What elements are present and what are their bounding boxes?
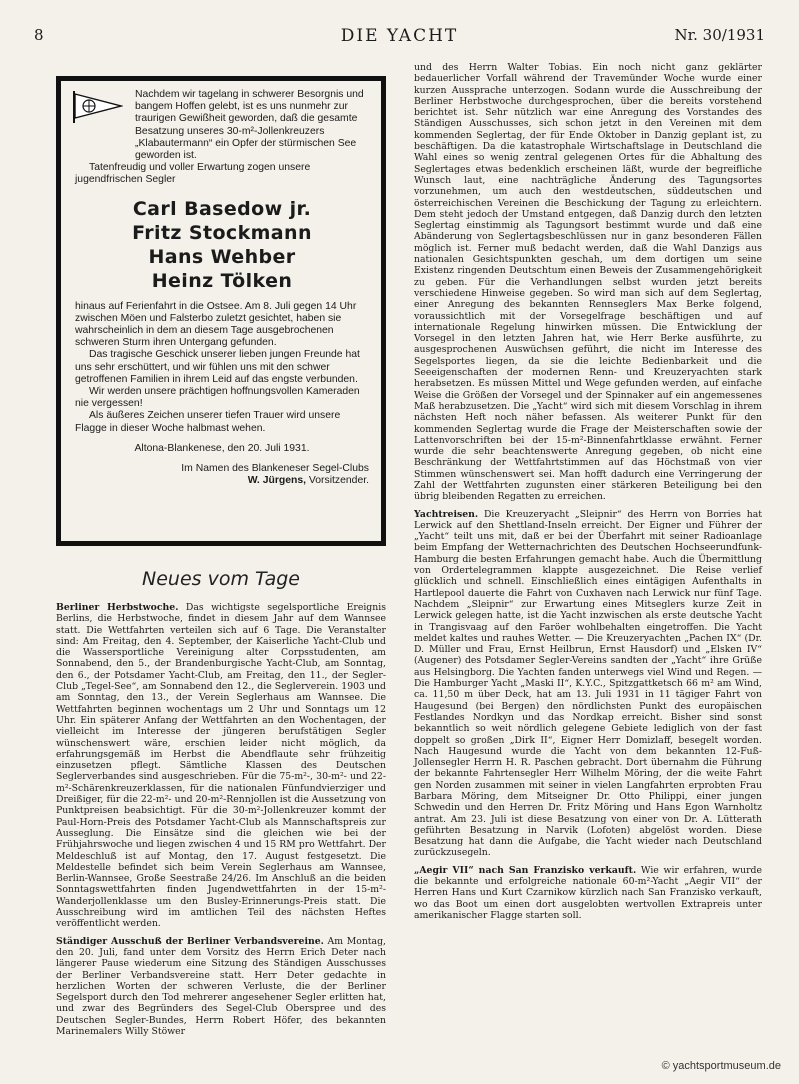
article-lead: „Aegir VII“ nach San Franzisko verkauft. [414, 864, 637, 876]
obituary-notice [56, 76, 386, 546]
article-ausschuss-continued: und des Herrn Walter Tobias. Ein noch nicht ganz geklärter bedauerlicher Vorfall während der Travemünder Woche wurde einer kurzen Aussprache unterzogen. Sodann wurde die Ausschreibung der Berliner Herbstwoche durchgesprochen, über die bereits vorstehend berichtet ist. Sehr nützlich war eine Anregung des Vorstandes des Ständigen Ausschusses, sich schon jetzt in den Vereinen mit dem kommenden Seglertag, der für Ende Oktober in Danzig geplant ist, zu beschäftigen. Da die katastrophale Wirtschaftslage in Deutschland die Wahl eines so wenig zentral gelegenen Ortes für die Abhaltung des Seglertages etwas bedenklich erscheinen läßt, wurde der begreifliche Wunsch laut, eine nachträgliche Änderung des Tagungsortes vorzunehmen, um auch den westdeutschen, süddeutschen und österreichischen Vereinen die Beschickung der Tagung zu erleichtern. Dem steht jedoch der Umstand entgegen, daß Danzig durch den letzten Seglertag einstimmig als Tagungsort bestimmt wurde und daß eine Abänderung von Seglertagsbeschlüssen nur in ganz besonderen Fällen möglich ist. Ferner muß bedacht werden, daß die Wahl Danzigs aus nationalen Gesichtspunkten geschah, um dem dortigen um seine Existenz ringenden Deutschtum einen Beweis der Zusammengehörigkeit zu geben. Für die Verhandlungen selbst wurden jetzt bereits verschiedene Hinweise gegeben. So wird man sich auf dem Seglertag, einer Anregung des bekannten Rennseglers Max Berke folgend, voraussichtlich mit der Vorsegelfrage beschäftigen und auf internationale Regelung hinwirken müssen. Die Entwicklung der Vorsegel in den letzten Jahren hat, wie Herr Berke ausführte, zu ausgesprochenen Auswüchsen geführt, die nicht im Interesse des Segelsportes liegen, da sie die leichte Bedienbarkeit und die Seeeigenschaften der modernen Renn- und Kreuzeryachten stark herabsetzen. Es müssen Mittel und Wege gefunden werden, auf einfache Weise die Größen der Vorsegel und der Spinnaker auf ein angemessenes Maß herabzusetzen. Die „Yacht“ wird sich mit diesem Vorschlag in ihrem nächsten Heft noch näher befassen. Als weiterer Punkt für den kommenden Seglertag wurde die Frage der Meisterschaften sowie der Lattenvorschriften bei der 15-m²-Binnenfahrtklasse erwähnt. Ferner wurde die sehr beachtenswerte Anregung gegeben, ob nicht eine Beschränkung der Wettfahrtstimmen auf das Höchstmaß von vier Stimmen wünschenswert sei. Man hofft dadurch eine Verringerung der Zahl der Wettfahrten zugunsten einer stärkeren Beteiligung bei den übrig bleibenden Regatten zu erreichen. [414, 62, 762, 503]
signature-title: Vorsitzender. [308, 475, 369, 487]
notice-body1: hinaus auf Ferienfahrt in die Ostsee. Am 8. Juli gegen 14 Uhr zwischen Möen und Falsterbo zuletzt gesichtet, haben sie wahrscheinlich in dem an diesem Tage ausgebrochenen schweren Sturm ihren Untergang gefunden. [75, 300, 357, 349]
article-yachtreisen [414, 509, 762, 859]
page-number: 8 [34, 26, 44, 44]
victim-name: Hans Wehber [148, 245, 296, 268]
signature-name: W. Jürgens, [247, 475, 307, 487]
issue-number: Nr. 30/1931 [674, 26, 765, 44]
article-lead: Yachtreisen. [414, 508, 479, 520]
page-header [34, 26, 765, 48]
victim-name: Heinz Tölken [151, 269, 293, 292]
notice-body2: Das tragische Geschick unserer lieben jungen Freunde hat uns sehr erschüttert, und wir fühlen uns mit den schwer getroffenen Familien in ihrem Leid auf das engste verbunden. [75, 349, 360, 385]
article-ausschuss [56, 936, 386, 1038]
notice-body4: Als äußeres Zeichen unserer tiefen Trauer wird unsere Flagge in dieser Woche halbmast wehen. [75, 410, 341, 434]
article-herbstwoche [56, 602, 386, 930]
notice-body3: Wir werden unsere prächtigen hoffnungsvollen Kameraden nie vergessen! [75, 386, 360, 410]
signature-prefix: Im Namen des Blankeneser Segel-Clubs [181, 463, 369, 475]
article-text: Am Montag, den 20. Juli, fand unter dem Vorsitz des Herrn Erich Deter nach längerer Pause wiederum eine Sitzung des Ständigen Ausschusses der Berliner Verbandsvereine statt. Herr Deter gedachte in herzlichen Worten der schweren Verluste, die der Berliner Segelsport durch den Tod mehrerer angesehener Segler erlitten hat, und zwar des Begründers des Segel-Club Oberspree und des Deutschen Segler-Bundes, Herrn Robert Höfer, des bekannten Marinemalers Willy Stöwer [56, 935, 386, 1037]
left-column [56, 76, 386, 1043]
victim-name: Carl Basedow jr. [132, 197, 312, 220]
right-column [414, 62, 762, 927]
notice-signature [75, 463, 369, 487]
notice-line2: Tatenfreudig und voller Erwartung zogen unsere jugendfrischen Segler [75, 162, 311, 186]
article-lead: Ständiger Ausschuß der Berliner Verbandsvereine. [56, 935, 324, 947]
notice-date: Altona-Blankenese, den 20. Juli 1931. [134, 442, 310, 454]
club-pennant-icon [71, 91, 123, 123]
article-aegir [414, 865, 762, 921]
magazine-title: DIE YACHT [340, 26, 459, 46]
victims-names [75, 197, 369, 293]
article-lead: Berliner Herbstwoche. [56, 602, 179, 613]
notice-intro: Nachdem wir tagelang in schwerer Besorgnis und bangem Hoffen gelebt, ist es uns nunmehr zur traurigen Gewißheit geworden, daß die gesamte Besatzung unseres 30-m²-Jollenkreuzers „Klabautermann“ ein Opfer der stürmischen See geworden ist. [135, 89, 364, 162]
article-text: Die Kreuzeryacht „Sleipnir“ des Herrn von Borries hat Lerwick auf den Shettland-Inseln erreicht. Der Eigner und Führer der „Yacht“ teilt uns mit, daß er bei der Überfahrt mit seiner Radioanlage beim Empfang der Wetternachrichten des Deutschen Hochseerundfunk-Hamburg die besten Erfahrungen gemacht habe. Auch die Übermittlung von Ordertelegrammen klappte ausgezeichnet. Die Reise verlief glücklich und schnell. Einschließlich eines eintägigen Aufenthalts in Hartlepool dauerte die Fahrt von Cuxhaven nach Lerwick nur fünf Tage. Nachdem „Sleipnir“ zur Erwartung eines Mitseglers kurze Zeit in Lerwick gelegen hatte, ist die Yacht inzwischen als erste deutsche Yacht in Trangisvaag auf den Faröer wohlbehalten eingetroffen. Die Yacht meldet kaltes und rauhes Wetter. — Die Kreuzeryachten „Pachen IX“ (Dr. D. Müller und Frau, Ernst Heilbrun, Ernst Hausdorf) und „Elsken IV“ (Augener) des Potsdamer Segler-Vereins sandten der „Yacht“ ihre Grüße aus Helsingborg. Die Yachten fanden unterwegs viel Wind und Regen. — Die Hamburger Yacht „Maski II“, K.Y.C., Spitzgattketsch 66 m² am Wind, ca. 11,50 m über Deck, hat am 13. Juli 1931 in 11 tägiger Fahrt von Haugesund (bei Bergen) den nördlichsten Punkt des europäischen Festlandes Nordkyn und das Nordkap erreicht. Bisher sind sonst bekanntlich so weit nördlich gelegene Gebiete lediglich von der fast doppelt so großen „Dirk II“, Eigner Herr Domizlaff, besegelt worden. Nach Haugesund wurde die Yacht von dem bekannten 12-Fuß-Jollensegler Herrn H. R. Paschen gebracht. Dort übernahm die Führung der bekannte Fahrtensegler Herr Wilhelm Möring, der die weite Fahrt gen Norden zusammen mit seiner in vielen Langfahrten erprobten Frau Barbara Möring, dem Mitseigner Dr. Otto Philippi, einer jungen Schwedin und den Herren Dr. Fritz Möring und Hans Egon Warnholtz antrat. Am 23. Juli ist diese Besatzung von einer von Dr. A. Lütterath geführten Besatzung in Narvik (Lofoten) abgelöst worden. Diese Besatzung hat dann die Aufgabe, die Yacht wieder nach Deutschland zurückzusegeln. [414, 508, 762, 859]
section-title: Neues vom Tage [142, 568, 300, 590]
victim-name: Fritz Stockmann [132, 221, 312, 244]
article-text: Wie wir erfahren, wurde die bekannte und erfolgreiche nationale 60-m²-Yacht „Aegir VII“ der Herren Hans und Kurt Czarnikow kürzlich nach San Franzisko verkauft, wo das Boot um einen dort ausgelobten wertvollen Extrapreis unter amerikanischer Flagge starten soll. [414, 864, 762, 921]
watermark: © yachtsportmuseum.de [661, 1060, 781, 1072]
article-text: Das wichtigste segelsportliche Ereignis Berlins, die Herbstwoche, findet in diesem Jahr auf dem Wannsee statt. Die Wettfahrten verteilen sich auf 6 Tage. Die Veranstalter sind: Am Freitag, den 4. September, der Kaiserliche Yacht-Club und die Wassersportliche Vereinigung alter Corpsstudenten, am Sonnabend, den 5., der Brandenburgische Yacht-Club, am Sonntag, den 6., der Potsdamer Yacht-Club, am Freitag, den 11., der Segler-Club „Tegel-See“, am Sonnabend den 12., die Seglerverein. 1903 und am Sonntag, den 13., der Verein Seglerhaus am Wannsee. Die Wettfahrten beginnen wochentags um 2 Uhr und Sonntags um 12 Uhr. Ein späterer Anfang der Wettfahrten an den Wochentagen, der vielleicht im Interesse der jüngeren berufstätigen Segler wünschenswert wäre, erschien leider nicht möglich, da erfahrungsgemäß im Herbst die Abendflaute sehr frühzeitig einzusetzen pflegt. Sämtliche Klassen des Deutschen Seglerverbandes sind ausgeschrieben. Für die 75-m²-, 30-m²- und 22-m²-Schärenkreuzerklassen, für die nationalen Fünfundvierziger und Dreißiger, für die 22-m²- und 20-m²-Rennjollen ist die Aussetzung von Punktpreisen beabsichtigt. Für die 30-m²-Jollenkreuzer kommt der Paul-Horn-Preis des Potsdamer Yacht-Club als Mannschaftspreis zur Ausseglung. Die Einsätze sind die gleichen wie bei der Frühjahrswoche und liegen zwischen 4 und 15 RM pro Wettfahrt. Der Meldeschluß ist auf Montag, den 17. August festgesetzt. Die Meldestelle befindet sich beim Verein Seglerhaus am Wannsee, Berlin-Wannsee, Große Seestraße 24/26. Im Anschluß an die beiden Sonntagswettfahrten finden Jugendwettfahrten in der 15-m²-Wanderjollenklasse um den Busley-Erinnerungs-Preis statt. Die Ausschreibung wird im amtlichen Teil des nächsten Heftes veröffentlicht werden. [56, 602, 386, 930]
